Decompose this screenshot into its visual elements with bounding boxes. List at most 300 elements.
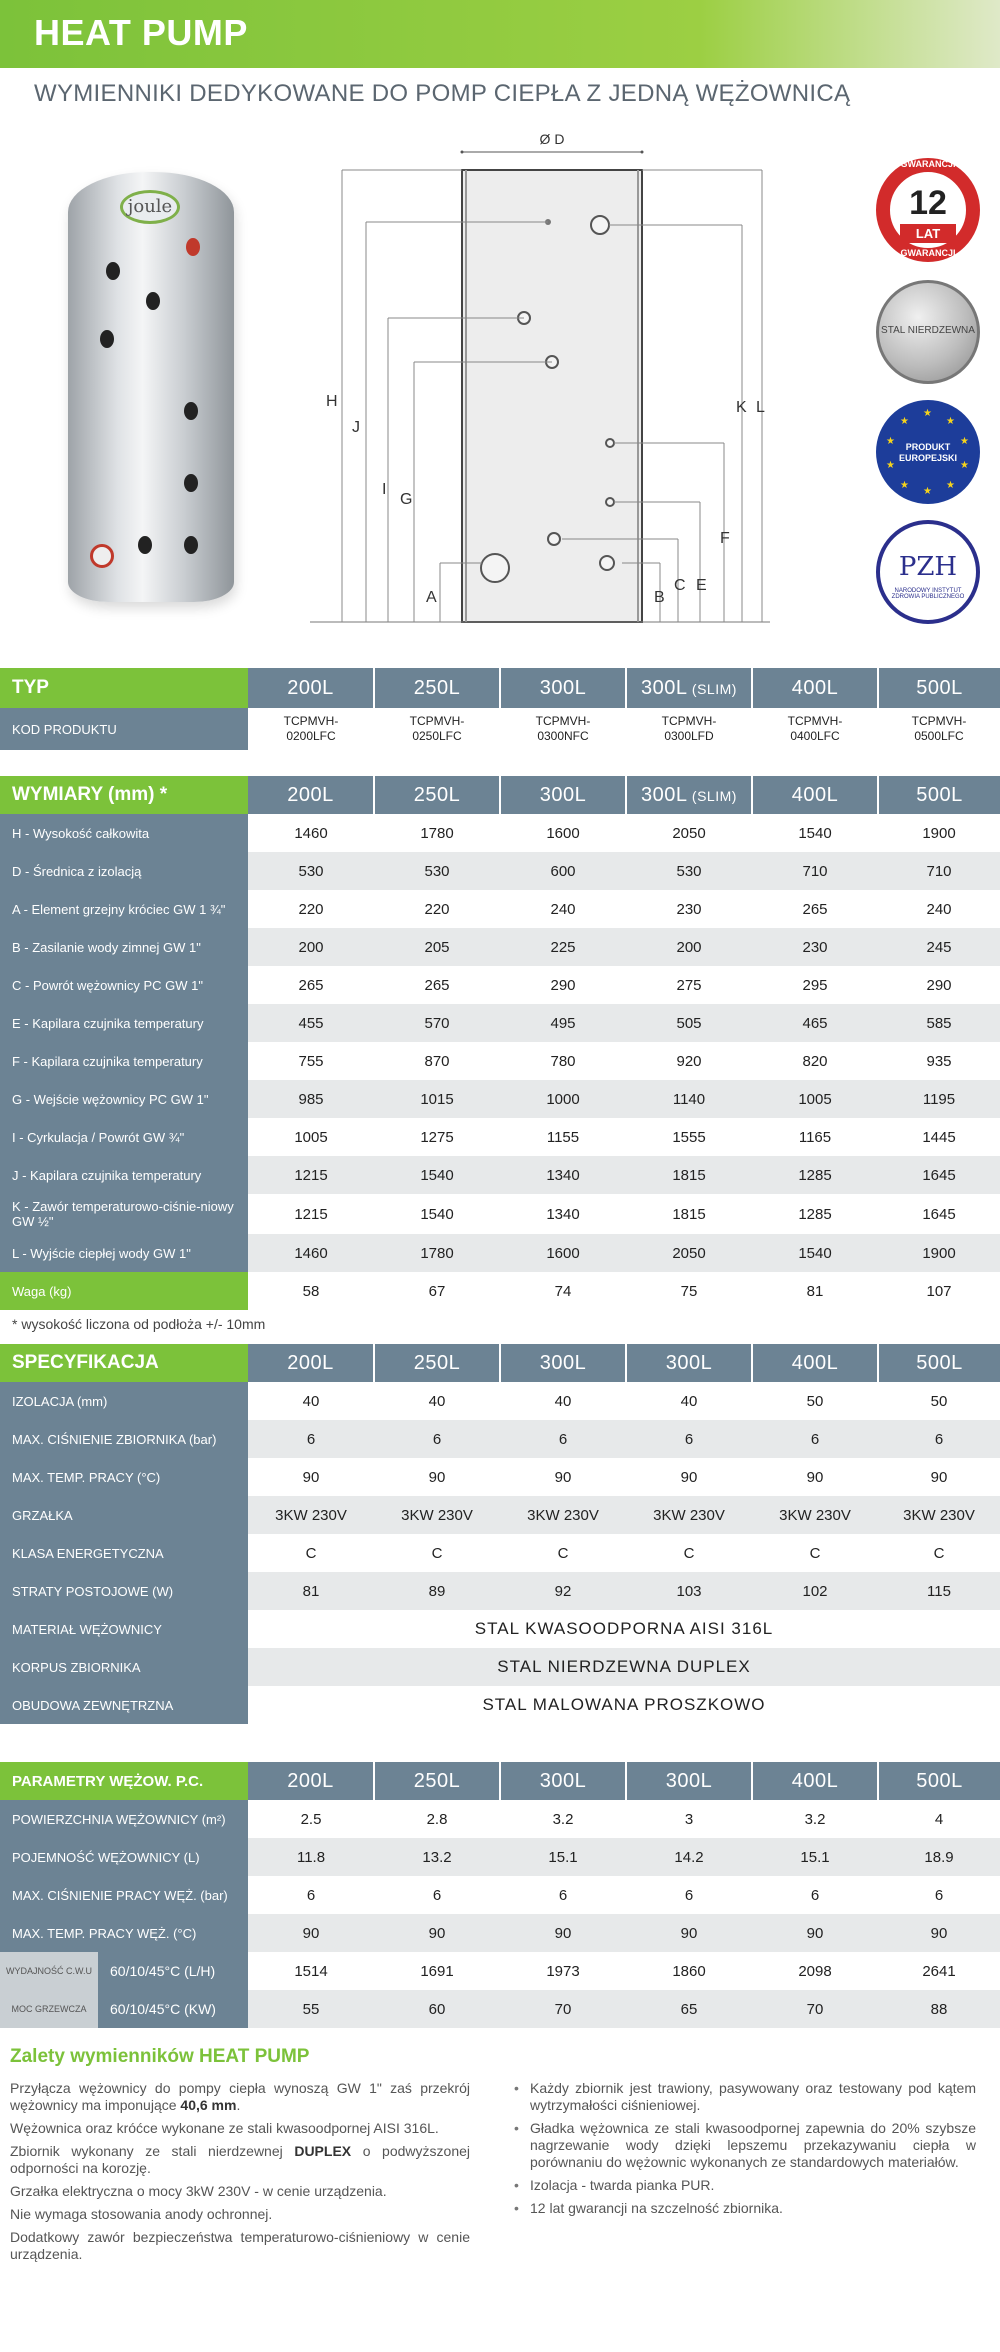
pzh-logo: PZH [898,552,958,582]
coil-value: 3.2 [500,1800,626,1838]
advantage-paragraph [10,2183,470,2200]
product-code-line: 0300LFD [664,729,714,743]
advantage-paragraph [10,2229,470,2263]
dimension-value: 1460 [248,1234,374,1272]
dimension-value: 1340 [500,1156,626,1194]
dimension-value: 530 [248,852,374,890]
dimension-value: 1780 [374,1234,500,1272]
star-icon: ★ [960,436,969,447]
coil-value: 2.8 [374,1800,500,1838]
dim-label-e: E [696,577,707,594]
dimension-value: 585 [878,1004,1000,1042]
performance-value: 1691 [374,1952,500,1990]
dimension-value: 530 [626,852,752,890]
table-row [0,1004,1000,1042]
performance-value: 70 [500,1990,626,2028]
dimension-value: 755 [248,1042,374,1080]
eu-badge-text: PRODUKT EUROPEJSKI [898,442,958,463]
warranty-unit: LAT [900,224,956,243]
dimension-value: 1215 [248,1194,374,1234]
spec-value: 6 [878,1420,1000,1458]
product-code-label: KOD PRODUKTU [0,708,248,750]
table-row [0,1118,1000,1156]
advantage-text: Nie wymaga stosowania anody ochronnej. [10,2206,273,2222]
weight-value: 81 [752,1272,878,1310]
dimension-value: 200 [626,928,752,966]
connector-icon [600,556,614,570]
column-header [626,776,752,814]
dimension-value: 230 [752,928,878,966]
table-row [0,1876,1000,1914]
spec-value: 102 [752,1572,878,1610]
dimension-label: H - Wysokość całkowita [0,814,248,852]
dimension-label: E - Kapilara czujnika temperatury [0,1004,248,1042]
spec-label: OBUDOWA ZEWNĘTRZNA [0,1686,248,1724]
spec-value: 89 [374,1572,500,1610]
dimension-label: I - Cyrkulacja / Powrót GW ¾" [0,1118,248,1156]
port-icon [184,402,198,420]
performance-tag: MOC GRZEWCZA [0,1990,98,2028]
spec-label: GRZAŁKA [0,1496,248,1534]
star-icon: ★ [923,486,932,497]
star-icon: ★ [946,416,955,427]
dimension-value: 1815 [626,1156,752,1194]
column-capacity: 200L [287,676,334,699]
spec-label: IZOLACJA (mm) [0,1382,248,1420]
table-row [0,1080,1000,1118]
column-capacity: 500L [916,783,963,806]
dimension-value: 200 [248,928,374,966]
performance-label: 60/10/45°C (L/H) [98,1952,248,1990]
product-code-line: TCPMVH- [911,714,967,728]
product-code-cell [752,708,878,750]
diameter-label: Ø D [539,131,565,147]
table-row [0,852,1000,890]
height-note: * wysokość liczona od podłoża +/- 10mm [12,1316,266,1332]
table-row [0,1914,1000,1952]
advantages-title: Zalety wymienników HEAT PUMP [10,2046,310,2067]
table-row [0,814,1000,852]
advantage-text: Dodatkowy zawór bezpieczeństwa temperaturowo-ciśnieniowy w cenie urządzenia. [10,2229,470,2262]
dimension-value: 265 [374,966,500,1004]
coil-parameters-table [0,1762,1000,2028]
coil-value: 6 [878,1876,1000,1914]
dimension-value: 1215 [248,1156,374,1194]
column-header [878,668,1000,708]
spec-value: 3KW 230V [878,1496,1000,1534]
table-row [0,1686,1000,1724]
dimension-value: 1445 [878,1118,1000,1156]
coil-value: 90 [878,1914,1000,1952]
coil-value: 90 [626,1914,752,1952]
column-header: 200L [248,1762,374,1800]
column-suffix: (SLIM) [687,680,737,697]
dimension-value: 495 [500,1004,626,1042]
spec-label: MATERIAŁ WĘŻOWNICY [0,1610,248,1648]
product-code-line: TCPMVH- [661,714,717,728]
product-code-line: 0200LFC [286,729,336,743]
column-header [752,668,878,708]
table-row [0,966,1000,1004]
column-capacity: 250L [413,783,461,806]
coil-value: 90 [374,1914,500,1952]
dim-label-i: I [382,481,387,498]
dimension-value: 780 [500,1042,626,1080]
column-capacity: 200L [287,783,334,806]
coil-value: 6 [752,1876,878,1914]
advantage-paragraph [10,2143,470,2177]
product-code-line: 0400LFC [790,729,840,743]
spec-value: 90 [500,1458,626,1496]
spec-label: MAX. TEMP. PRACY (°C) [0,1458,248,1496]
product-code-line: 0500LFC [914,729,964,743]
dimension-value: 710 [878,852,1000,890]
dimension-value: 710 [752,852,878,890]
advantage-bullet: • Każdy zbiornik jest trawiony, pasywowany oraz testowany pod kątem wytrzymałości ciśnieniowej. [510,2080,976,2114]
advantage-bullet: • Izolacja - twarda pianka PUR. [510,2177,976,2194]
dim-label-j: J [352,419,360,436]
coil-value: 90 [752,1914,878,1952]
product-code-line: 0250LFC [412,729,462,743]
spec-value: 90 [752,1458,878,1496]
dimension-value: 1285 [752,1156,878,1194]
performance-value: 70 [752,1990,878,2028]
column-capacity: 400L [791,676,839,699]
connector-icon [606,439,614,447]
weight-label: Waga (kg) [0,1272,248,1310]
performance-value: 2641 [878,1952,1000,1990]
weight-value: 75 [626,1272,752,1310]
dimension-label: J - Kapilara czujnika temperatury [0,1156,248,1194]
dim-label-b: B [654,589,665,606]
advantage-paragraph [10,2206,470,2223]
dim-label-f: F [720,530,730,547]
dimension-value: 1275 [374,1118,500,1156]
dimension-value: 935 [878,1042,1000,1080]
product-code-line: TCPMVH- [409,714,465,728]
coil-value: 15.1 [500,1838,626,1876]
type-table [0,668,1000,750]
column-header [500,776,626,814]
column-header: 500L [878,1762,1000,1800]
spec-span-value: STAL KWASOODPORNA AISI 316L [248,1610,1000,1648]
dimensions-table [0,776,1000,1310]
table-row [0,890,1000,928]
spec-value: 92 [500,1572,626,1610]
dimension-value: 870 [374,1042,500,1080]
table-row [0,1420,1000,1458]
spec-value: C [248,1534,374,1572]
spec-value: 6 [752,1420,878,1458]
spec-value: C [626,1534,752,1572]
dimension-value: 265 [248,966,374,1004]
column-capacity: 500L [916,676,963,699]
performance-value: 60 [374,1990,500,2028]
coil-value: 6 [500,1876,626,1914]
spec-value: C [374,1534,500,1572]
dimension-value: 1000 [500,1080,626,1118]
coil-value: 3 [626,1800,752,1838]
dimension-value: 1600 [500,814,626,852]
column-header: 200L [248,1344,374,1382]
dimension-value: 600 [500,852,626,890]
advantage-bullet: • 12 lat gwarancji na szczelność zbiornika. [510,2200,976,2217]
advantage-bullet: • Gładka wężownica ze stali kwasoodpornej zapewnia do 20% szybsze nagrzewanie wody dzięki lepszemu przekazywaniu ciepła w porównaniu do wężownic wykonanych ze standardowych materiałów. [510,2120,976,2171]
table-row [0,1458,1000,1496]
table-row [0,1952,1000,1990]
dimension-value: 455 [248,1004,374,1042]
brand-logo: joule [120,190,180,224]
advantage-text: Zbiornik wykonany ze stali nierdzewnej [10,2143,295,2159]
table-row [0,1800,1000,1838]
coil-value: 6 [626,1876,752,1914]
table-row [0,1382,1000,1420]
spec-value: 6 [500,1420,626,1458]
dimension-value: 1460 [248,814,374,852]
dimension-value: 225 [500,928,626,966]
dimension-value: 985 [248,1080,374,1118]
coil-label: POJEMNOŚĆ WĘŻOWNICY (L) [0,1838,248,1876]
pzh-badge-text: NARODOWY INSTYTUT ZDROWIA PUBLICZNEGO [891,588,965,600]
advantage-text: . [236,2097,241,2113]
product-code-cell [878,708,1000,750]
weight-value: 107 [878,1272,1000,1310]
dimension-value: 1815 [626,1194,752,1234]
performance-value: 65 [626,1990,752,2028]
dimension-label: K - Zawór temperaturowo-ciśnie-niowy GW ½" [0,1194,248,1234]
column-header: 400L [752,1762,878,1800]
product-code-cell [500,708,626,750]
coil-value: 13.2 [374,1838,500,1876]
performance-value: 1514 [248,1952,374,1990]
coil-value: 3.2 [752,1800,878,1838]
star-icon: ★ [946,480,955,491]
page-title: HEAT PUMP [34,12,248,53]
dimension-value: 465 [752,1004,878,1042]
spec-value: 40 [248,1382,374,1420]
coil-header-label: PARAMETRY WĘŻOW. P.C. [0,1762,248,1800]
coil-value: 90 [248,1914,374,1952]
dimension-value: 245 [878,928,1000,966]
dimension-value: 220 [374,890,500,928]
dimension-value: 205 [374,928,500,966]
advantage-text: Przyłącza wężownicy do pompy ciepła wynoszą GW 1" zaś przekrój wężownicy ma imponujące [10,2080,470,2113]
column-capacity: 250L [413,676,461,699]
dimension-value: 1540 [752,814,878,852]
dimension-value: 1645 [878,1194,1000,1234]
table-row [0,1572,1000,1610]
advantage-paragraph [10,2080,470,2114]
dimension-value: 220 [248,890,374,928]
advantage-bold: DUPLEX [294,2143,352,2159]
dimension-label: G - Wejście wężownicy PC GW 1" [0,1080,248,1118]
column-header [500,668,626,708]
dimension-value: 820 [752,1042,878,1080]
coil-label: MAX. TEMP. PRACY WĘŻ. (°C) [0,1914,248,1952]
spec-value: 90 [626,1458,752,1496]
warranty-arc-bottom: GWARANCJI [900,248,956,258]
spec-value: 40 [374,1382,500,1420]
star-icon: ★ [900,416,909,427]
port-icon [184,536,198,554]
warranty-years: 12 [909,184,947,222]
spec-value: C [752,1534,878,1572]
column-header [374,776,500,814]
dimension-value: 1340 [500,1194,626,1234]
dim-label-l: L [756,399,765,416]
weight-value: 74 [500,1272,626,1310]
dimension-value: 1165 [752,1118,878,1156]
table-row [0,1838,1000,1876]
coil-value: 15.1 [752,1838,878,1876]
spec-value: C [500,1534,626,1572]
column-header: 400L [752,1344,878,1382]
table-row [0,1234,1000,1272]
coil-value: 6 [374,1876,500,1914]
performance-value: 55 [248,1990,374,2028]
dimension-value: 290 [878,966,1000,1004]
dimension-value: 505 [626,1004,752,1042]
star-icon: ★ [886,436,895,447]
dimension-value: 2050 [626,814,752,852]
dimension-label: C - Powrót wężownicy PC GW 1" [0,966,248,1004]
column-header [248,776,374,814]
port-icon [100,330,114,348]
dimension-value: 1900 [878,814,1000,852]
table-row [0,1194,1000,1234]
dimension-value: 275 [626,966,752,1004]
dimension-label: D - Średnica z izolacją [0,852,248,890]
table-row [0,1648,1000,1686]
column-header [248,668,374,708]
dimension-diagram [300,130,780,640]
header-bar [0,0,1000,68]
spec-value: 40 [626,1382,752,1420]
connector-icon [548,533,560,545]
steel-badge-text: STAL NIERDZEWNA [881,325,975,336]
dimension-value: 570 [374,1004,500,1042]
page-subtitle: WYMIENNIKI DEDYKOWANE DO POMP CIEPŁA Z JEDNĄ WĘŻOWNICĄ [34,80,851,107]
dimension-value: 1155 [500,1118,626,1156]
coil-label: POWIERZCHNIA WĘŻOWNICY (m²) [0,1800,248,1838]
column-capacity: 400L [791,783,839,806]
port-icon [106,262,120,280]
dimension-value: 290 [500,966,626,1004]
coil-label: MAX. CIŚNIENIE PRACY WĘŻ. (bar) [0,1876,248,1914]
column-header [626,668,752,708]
performance-value: 1860 [626,1952,752,1990]
weight-row [0,1272,1000,1310]
advantage-paragraph [10,2120,470,2137]
coil-value: 4 [878,1800,1000,1838]
spec-value: 40 [500,1382,626,1420]
spec-value: 3KW 230V [626,1496,752,1534]
dimension-value: 1780 [374,814,500,852]
advantage-bold: 40,6 mm [180,2097,237,2113]
dimension-value: 1900 [878,1234,1000,1272]
column-capacity: 300L [641,676,688,699]
product-code-line: TCPMVH- [787,714,843,728]
dimension-value: 1645 [878,1156,1000,1194]
advantage-text: Wężownica oraz króćce wykonane ze stali kwasoodpornej AISI 316L. [10,2120,439,2136]
spec-value: 90 [374,1458,500,1496]
product-code-line: TCPMVH- [283,714,339,728]
weight-value: 67 [374,1272,500,1310]
coil-value: 6 [248,1876,374,1914]
spec-value: C [878,1534,1000,1572]
coil-value: 2.5 [248,1800,374,1838]
product-code-line: TCPMVH- [535,714,591,728]
dimension-label: A - Element grzejny króciec GW 1 ¾" [0,890,248,928]
dimension-value: 240 [500,890,626,928]
dimension-label: F - Kapilara czujnika temperatury [0,1042,248,1080]
spec-label: KORPUS ZBIORNIKA [0,1648,248,1686]
dim-label-a: A [426,589,437,606]
product-tank-image [68,172,234,602]
column-header: 250L [374,1762,500,1800]
port-icon [138,536,152,554]
warranty-badge [876,158,980,262]
dimension-value: 1140 [626,1080,752,1118]
table-row [0,1042,1000,1080]
stainless-steel-badge [876,280,980,384]
dimension-value: 240 [878,890,1000,928]
column-suffix: (SLIM) [687,787,737,804]
column-header: 300L [500,1762,626,1800]
dimension-value: 1540 [374,1194,500,1234]
dimension-value: 1600 [500,1234,626,1272]
coil-value: 90 [500,1914,626,1952]
table-row [0,1610,1000,1648]
spec-value: 3KW 230V [500,1496,626,1534]
table-row [0,928,1000,966]
dimension-value: 1540 [374,1156,500,1194]
dimension-value: 530 [374,852,500,890]
spec-value: 90 [878,1458,1000,1496]
dimension-value: 1005 [248,1118,374,1156]
performance-tag: WYDAJNOŚĆ C.W.U [0,1952,98,1990]
spec-value: 3KW 230V [752,1496,878,1534]
connector-icon [591,216,609,234]
product-code-line: 0300NFC [537,729,589,743]
dimension-value: 920 [626,1042,752,1080]
column-header: 500L [878,1344,1000,1382]
spec-value: 50 [878,1382,1000,1420]
column-header: 300L [626,1344,752,1382]
spec-value: 6 [248,1420,374,1458]
spec-span-value: STAL NIERDZEWNA DUPLEX [248,1648,1000,1686]
dimension-value: 1540 [752,1234,878,1272]
spec-value: 90 [248,1458,374,1496]
dim-label-g: G [400,491,413,508]
performance-value: 88 [878,1990,1000,2028]
column-header [878,776,1000,814]
spec-value: 3KW 230V [374,1496,500,1534]
column-header [374,668,500,708]
spec-value: 6 [626,1420,752,1458]
star-icon: ★ [960,460,969,471]
advantage-text: o podwyższonej odporności na korozję. [10,2143,470,2176]
spec-value: 103 [626,1572,752,1610]
spec-label: MAX. CIŚNIENIE ZBIORNIKA (bar) [0,1420,248,1458]
tank-outline [462,170,642,622]
port-icon [184,474,198,492]
weight-value: 58 [248,1272,374,1310]
table-row [0,1496,1000,1534]
product-code-cell [248,708,374,750]
heater-icon [481,554,509,582]
table-row [0,1534,1000,1572]
